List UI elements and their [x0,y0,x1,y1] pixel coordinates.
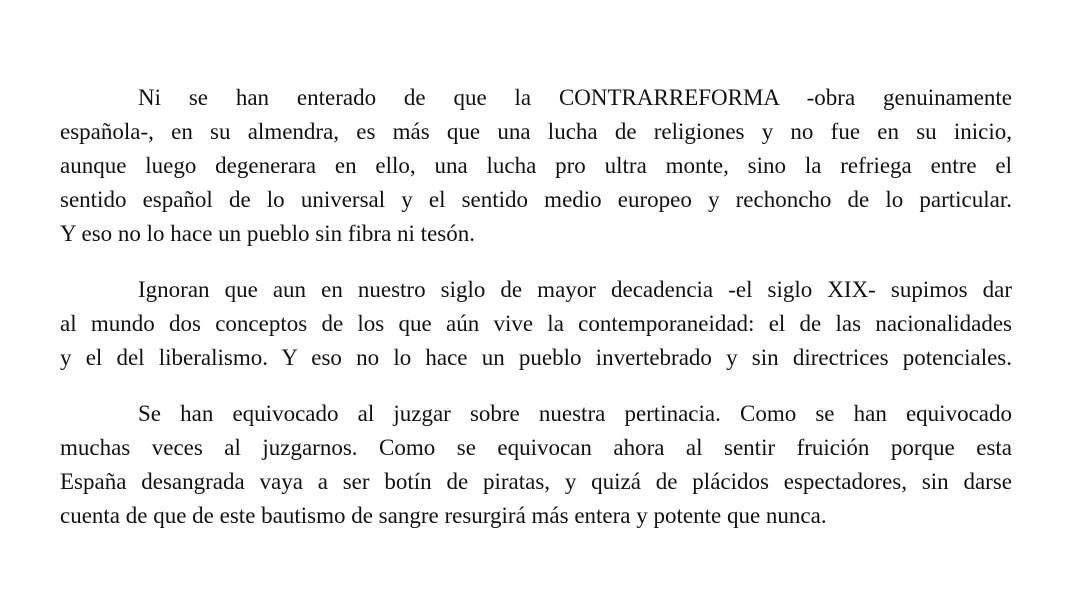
paragraph-line: Se han equivocado al juzgar sobre nuestra pertinacia. Como se han equivocado [138,401,1012,426]
paragraph-3 [60,397,1012,533]
paragraph-line: muchas veces al juzgarnos. Como se equivocan ahora al sentir fruición porque esta [60,435,1012,460]
document-page [60,81,1012,555]
paragraph-line: España desangrada vaya a ser botín de piratas, y quizá de plácidos espectadores, sin darse [60,469,1012,494]
paragraph-line: sentido español de lo universal y el sentido medio europeo y rechoncho de lo particular. [60,187,1012,212]
paragraph-line: aunque luego degenerara en ello, una lucha pro ultra monte, sino la refriega entre el [60,153,1012,178]
paragraph-line: española-, en su almendra, es más que una lucha de religiones y no fue en su inicio, [60,119,1012,144]
paragraph-line: Y eso no lo hace un pueblo sin fibra ni tesón. [60,221,475,246]
paragraph-line: Ni se han enterado de que la CONTRARREFORMA -obra genuinamente [138,85,1012,110]
paragraph-line: y el del liberalismo. Y eso no lo hace un pueblo invertebrado y sin directrices potenciales. [60,345,1012,370]
paragraph-line: cuenta de que de este bautismo de sangre resurgirá más entera y potente que nunca. [60,503,827,528]
paragraph-2 [60,273,1012,375]
paragraph-line: Ignoran que aun en nuestro siglo de mayor decadencia -el siglo XIX- supimos dar [138,277,1012,302]
paragraph-1 [60,81,1012,251]
paragraph-line: al mundo dos conceptos de los que aún vive la contemporaneidad: el de las nacionalidades [60,311,1012,336]
